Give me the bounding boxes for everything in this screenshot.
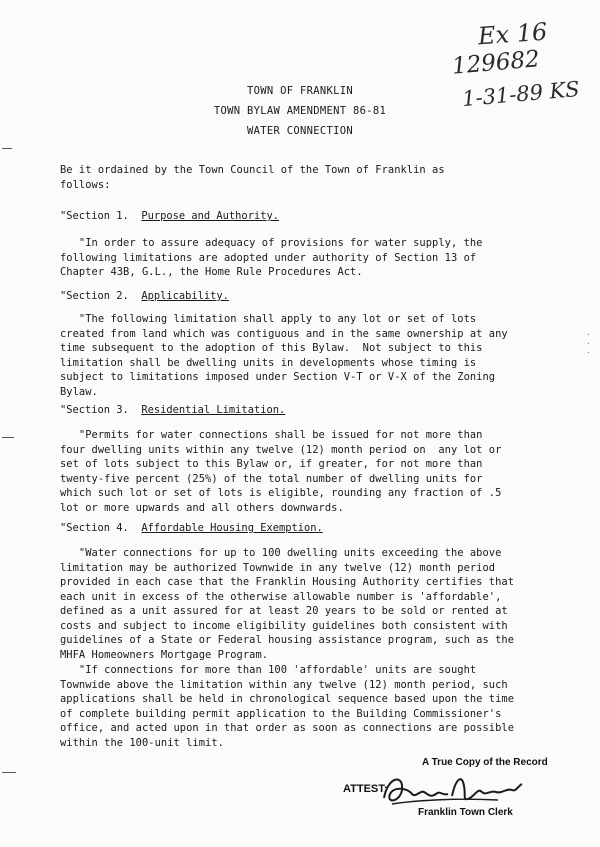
section-1-heading (60, 210, 279, 222)
header-subject: WATER CONNECTION (247, 125, 353, 137)
section-4-title: Affordable Housing Exemption. (141, 522, 323, 534)
section-4-heading (60, 522, 323, 534)
scan-speckle: · · · (586, 330, 593, 357)
section-4-body: "Water connections for up to 100 dwelling units exceeding the above limitation may be authorized Townwide in any twelve (12) month period provided in each case that the Franklin Housing Authority certifies that each unit in excess of the otherwise allowable number is 'affordable', defined as a unit assured for at least 20 years to be sold or rented at costs and subject to income eligibility guidelines both consistent with guidelines of a State or Federal housing assistance program, such as the MHFA Homeowners Mortgage Program. (60, 547, 515, 661)
section-3-title: Residential Limitation. (141, 404, 286, 416)
section-4-prefix: "Section 4. (60, 522, 129, 534)
section-1-title: Purpose and Authority. (141, 210, 279, 222)
section-2-body: "The following limitation shall apply to any lot or set of lots created from land which was contiguous and in the same ownership at any time subsequent to the adoption of this Bylaw. Not subject to this limitation shall be dwelling units in developments whose timing is subject to limitations imposed under Section V-T or V-X of the Zoning Bylaw. (60, 313, 508, 398)
section-3-body: "Permits for water connections shall be issued for not more than four dwelling units within any twelve (12) month period on any lot or set of lots subject to this Bylaw or, if greater, for not more than twenty-five percent (25%) of the total number of dwelling units for which such lot or set of lots is eligible, rounding any fraction of .5 lot or more upwards and all others downwards. (60, 429, 502, 514)
scan-mark (2, 437, 14, 438)
stamp-true-copy: A True Copy of the Record (422, 757, 548, 768)
header-amendment: TOWN BYLAW AMENDMENT 86-81 (213, 105, 387, 117)
section-1-body: "In order to assure adequacy of provisions for water supply, the following limitations are adopted under authority of Section 13 of Chapter 43B, G.L., the Home Rule Procedures Act. (60, 237, 483, 278)
section-1-prefix: "Section 1. (60, 210, 129, 222)
handwritten-exhibit-note: Ex 16 (477, 17, 549, 51)
section-3-prefix: "Section 3. (60, 404, 129, 416)
section-4-body-continued: "If connections for more than 100 'affordable' units are sought Townwide above the limitation within any twelve (12) month period, such applications shall be held in chronological sequence based upon the time of complete building permit application to the Building Commissioner's office, and acted upon in that order as soon as connections are possible within the 100-unit limit. (60, 664, 515, 749)
scan-mark (2, 772, 16, 773)
scan-mark (2, 148, 12, 149)
handwritten-number-note: 129682 (451, 46, 541, 80)
intro-paragraph: Be it ordained by the Town Council of the Town of Franklin as follows: (60, 164, 445, 191)
section-2-title: Applicability. (141, 290, 229, 302)
stamp-attest-label: ATTEST: (343, 783, 388, 795)
header-town: TOWN OF FRANKLIN (247, 85, 353, 97)
clerk-signature (378, 768, 526, 812)
section-2-heading (60, 290, 229, 302)
section-3-heading (60, 404, 285, 416)
stamp-clerk-label: Franklin Town Clerk (418, 807, 513, 818)
handwritten-date-note: 1-31-89 KS (461, 76, 581, 112)
section-2-prefix: "Section 2. (60, 290, 129, 302)
